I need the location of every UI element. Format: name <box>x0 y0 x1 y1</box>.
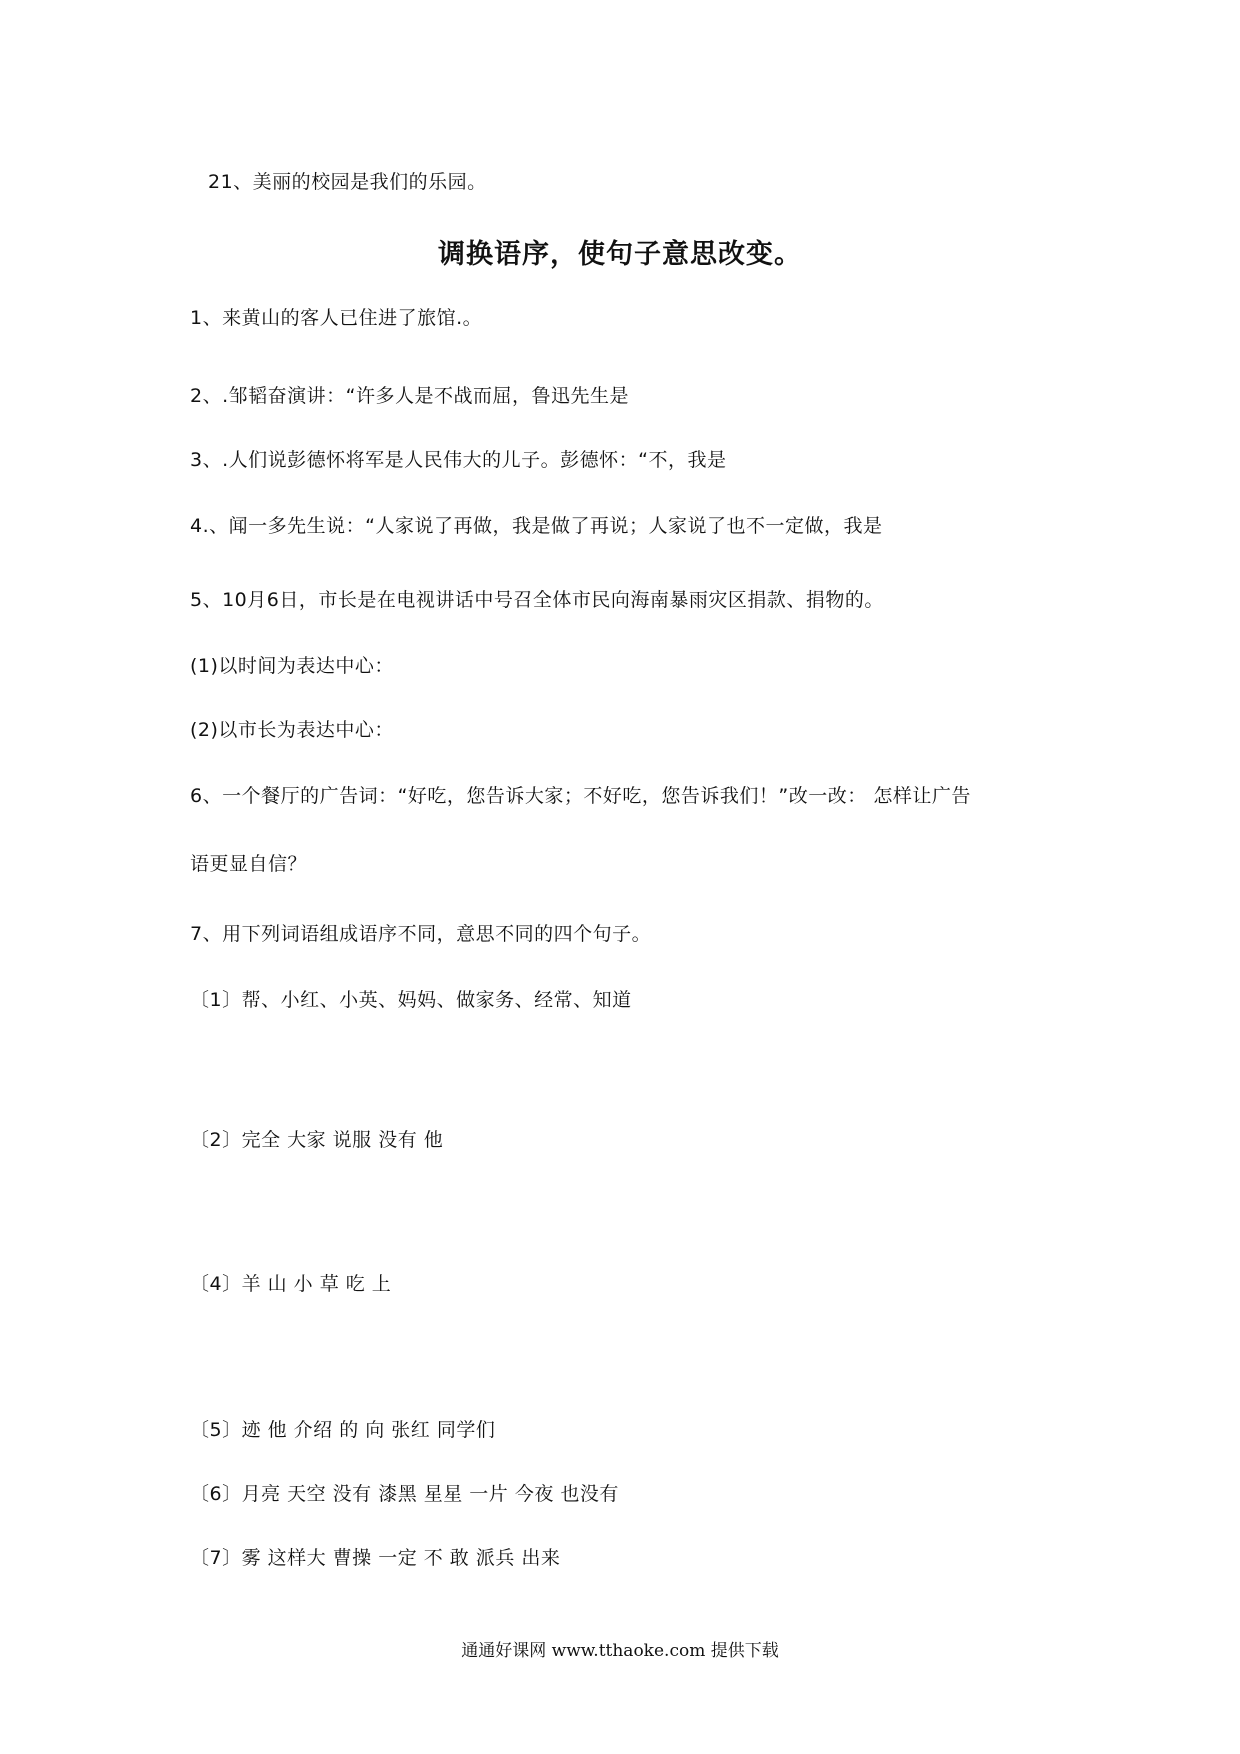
item-1: 1、来黄山的客人已住进了旅馆.。 <box>190 307 483 329</box>
item-7: 7、用下列词语组成语序不同，意思不同的四个句子。 <box>190 923 652 945</box>
item-7-sub-1: 〔1〕帮、小红、小英、妈妈、做家务、经常、知道 <box>190 989 632 1011</box>
item-7-sub-2: 〔2〕完全 大家 说服 没有 他 <box>190 1129 444 1151</box>
footer-credit: 通通好课网 www.tthaoke.com 提供下载 <box>461 1641 779 1661</box>
item-6-cont: 语更显自信？ <box>190 853 308 875</box>
section-title: 调换语序，使句子意思改变。 <box>438 239 802 270</box>
item-7-sub-5: 〔5〕迹 他 介绍 的 向 张红 同学们 <box>190 1419 496 1441</box>
item-3: 3、.人们说彭德怀将军是人民伟大的儿子。彭德怀：“不，我是 <box>190 449 727 471</box>
item-2: 2、.邹韬奋演讲：“许多人是不战而屈，鲁迅先生是 <box>190 385 629 407</box>
item-5-sub-1: (1)以时间为表达中心： <box>190 655 394 677</box>
item-7-sub-4: 〔4〕羊 山 小 草 吃 上 <box>190 1273 392 1295</box>
item-5-sub-2: (2)以市长为表达中心： <box>190 719 394 741</box>
intro-line: 21、美丽的校园是我们的乐园。 <box>208 171 487 193</box>
item-7-sub-7: 〔7〕雾 这样大 曹操 一定 不 敢 派兵 出来 <box>190 1547 561 1569</box>
item-6: 6、一个餐厅的广告词：“好吃，您告诉大家；不好吃，您告诉我们！”改一改： 怎样让广告 <box>190 785 971 807</box>
item-4: 4.、闻一多先生说：“人家说了再做，我是做了再说；人家说了也不一定做，我是 <box>190 515 883 537</box>
item-5: 5、10月6日，市长是在电视讲话中号召全体市民向海南暴雨灾区捐款、捐物的。 <box>190 589 884 611</box>
item-7-sub-6: 〔6〕月亮 天空 没有 漆黑 星星 一片 今夜 也没有 <box>190 1483 619 1505</box>
